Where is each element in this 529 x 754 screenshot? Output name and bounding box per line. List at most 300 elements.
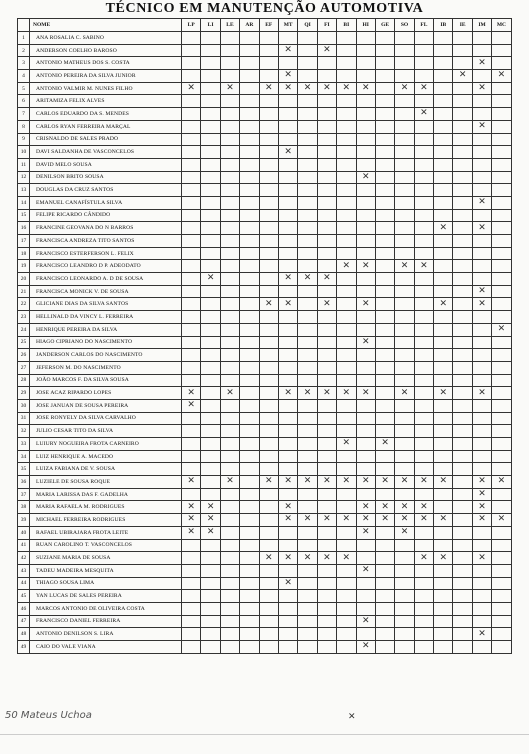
empty-cell	[395, 120, 414, 133]
absence-mark: ✕	[220, 476, 239, 489]
empty-cell	[414, 209, 433, 222]
empty-cell	[259, 108, 278, 121]
empty-cell	[337, 501, 356, 514]
table-row	[18, 615, 512, 628]
empty-cell	[453, 336, 472, 349]
empty-cell	[375, 539, 394, 552]
empty-cell	[375, 323, 394, 336]
absence-mark: ✕	[298, 514, 317, 527]
empty-cell	[356, 184, 375, 197]
empty-cell	[240, 412, 259, 425]
row-number: 4	[18, 70, 30, 83]
empty-cell	[220, 57, 239, 70]
empty-cell	[201, 57, 220, 70]
empty-cell	[298, 590, 317, 603]
empty-cell	[220, 32, 239, 45]
table-row	[18, 108, 512, 121]
name-header: NOME	[30, 19, 182, 32]
empty-cell	[259, 95, 278, 108]
empty-cell	[414, 564, 433, 577]
empty-cell	[182, 235, 201, 248]
empty-cell	[298, 146, 317, 159]
empty-cell	[278, 463, 297, 476]
empty-cell	[240, 374, 259, 387]
empty-cell	[240, 82, 259, 95]
empty-cell	[356, 95, 375, 108]
empty-cell	[453, 285, 472, 298]
empty-cell	[337, 196, 356, 209]
empty-cell	[182, 412, 201, 425]
empty-cell	[356, 247, 375, 260]
empty-cell	[317, 323, 336, 336]
empty-cell	[337, 602, 356, 615]
empty-cell	[414, 32, 433, 45]
empty-cell	[434, 108, 453, 121]
empty-cell	[492, 412, 511, 425]
empty-cell	[278, 222, 297, 235]
student-name: ANTONIO DENILSON S. LIRA	[30, 628, 182, 641]
empty-cell	[472, 133, 491, 146]
empty-cell	[259, 260, 278, 273]
empty-cell	[356, 361, 375, 374]
empty-cell	[414, 463, 433, 476]
empty-cell	[240, 361, 259, 374]
empty-cell	[220, 95, 239, 108]
empty-cell	[240, 336, 259, 349]
empty-cell	[240, 323, 259, 336]
empty-cell	[298, 247, 317, 260]
empty-cell	[453, 184, 472, 197]
empty-cell	[182, 361, 201, 374]
empty-cell	[298, 298, 317, 311]
empty-cell	[356, 412, 375, 425]
empty-cell	[298, 222, 317, 235]
empty-cell	[375, 133, 394, 146]
student-name: CAIO DO VALE VIANA	[30, 641, 182, 654]
empty-cell	[278, 590, 297, 603]
empty-cell	[337, 171, 356, 184]
empty-cell	[375, 399, 394, 412]
absence-mark: ✕	[278, 82, 297, 95]
empty-cell	[356, 438, 375, 451]
empty-cell	[220, 374, 239, 387]
empty-cell	[298, 539, 317, 552]
empty-cell	[240, 463, 259, 476]
table-row	[18, 247, 512, 260]
absence-mark: ✕	[337, 438, 356, 451]
empty-cell	[259, 222, 278, 235]
row-number: 32	[18, 425, 30, 438]
table-row	[18, 146, 512, 159]
table-row	[18, 196, 512, 209]
empty-cell	[472, 615, 491, 628]
table-row	[18, 526, 512, 539]
absence-mark: ✕	[182, 387, 201, 400]
empty-cell	[298, 285, 317, 298]
absence-mark: ✕	[434, 298, 453, 311]
absence-mark: ✕	[414, 501, 433, 514]
absence-mark: ✕	[259, 552, 278, 565]
empty-cell	[453, 323, 472, 336]
empty-cell	[414, 539, 433, 552]
empty-cell	[395, 450, 414, 463]
row-number: 2	[18, 44, 30, 57]
absence-mark: ✕	[278, 70, 297, 83]
empty-cell	[453, 450, 472, 463]
absence-mark: ✕	[395, 82, 414, 95]
table-row	[18, 488, 512, 501]
empty-cell	[375, 311, 394, 324]
empty-cell	[240, 349, 259, 362]
student-name: ANDERSON COELHO BAROSO	[30, 44, 182, 57]
empty-cell	[220, 209, 239, 222]
table-row	[18, 311, 512, 324]
student-name: JULIO CESAR TITO DA SILVA	[30, 425, 182, 438]
absence-mark: ✕	[472, 387, 491, 400]
student-name: GLICIANE DIAS DA SILVA SANTOS	[30, 298, 182, 311]
empty-cell	[492, 526, 511, 539]
student-name: CARLOS EDUARDO DA S. MENDES	[30, 108, 182, 121]
empty-cell	[182, 158, 201, 171]
empty-cell	[182, 196, 201, 209]
empty-cell	[492, 488, 511, 501]
absence-mark: ✕	[220, 387, 239, 400]
student-name: FELIPE RICARDO CÂNDIDO	[30, 209, 182, 222]
empty-cell	[259, 514, 278, 527]
row-number: 24	[18, 323, 30, 336]
empty-cell	[395, 412, 414, 425]
absence-mark: ✕	[201, 501, 220, 514]
empty-cell	[220, 590, 239, 603]
empty-cell	[278, 285, 297, 298]
row-number: 35	[18, 463, 30, 476]
absence-mark: ✕	[434, 476, 453, 489]
table-row	[18, 70, 512, 83]
empty-cell	[337, 235, 356, 248]
empty-cell	[337, 209, 356, 222]
empty-cell	[472, 311, 491, 324]
empty-cell	[453, 361, 472, 374]
empty-cell	[317, 539, 336, 552]
empty-cell	[337, 577, 356, 590]
empty-cell	[395, 577, 414, 590]
empty-cell	[220, 488, 239, 501]
empty-cell	[201, 438, 220, 451]
absence-mark: ✕	[278, 273, 297, 286]
empty-cell	[492, 209, 511, 222]
empty-cell	[182, 641, 201, 654]
absence-mark: ✕	[434, 514, 453, 527]
empty-cell	[453, 615, 472, 628]
empty-cell	[259, 196, 278, 209]
empty-cell	[240, 399, 259, 412]
empty-cell	[220, 323, 239, 336]
empty-cell	[240, 209, 259, 222]
table-row	[18, 323, 512, 336]
empty-cell	[201, 552, 220, 565]
empty-cell	[472, 108, 491, 121]
empty-cell	[453, 463, 472, 476]
student-name: MARCOS ANTONIO DE OLIVEIRA COSTA	[30, 602, 182, 615]
empty-cell	[472, 273, 491, 286]
empty-cell	[356, 628, 375, 641]
empty-cell	[492, 146, 511, 159]
empty-cell	[278, 425, 297, 438]
empty-cell	[453, 44, 472, 57]
empty-cell	[395, 44, 414, 57]
empty-cell	[472, 450, 491, 463]
absence-mark: ✕	[278, 552, 297, 565]
empty-cell	[375, 184, 394, 197]
empty-cell	[453, 438, 472, 451]
empty-cell	[278, 602, 297, 615]
empty-cell	[298, 235, 317, 248]
empty-cell	[201, 32, 220, 45]
empty-cell	[220, 285, 239, 298]
empty-cell	[492, 95, 511, 108]
empty-cell	[356, 323, 375, 336]
absence-mark: ✕	[356, 641, 375, 654]
empty-cell	[453, 349, 472, 362]
absence-mark: ✕	[395, 476, 414, 489]
empty-cell	[317, 336, 336, 349]
row-number: 10	[18, 146, 30, 159]
empty-cell	[472, 171, 491, 184]
empty-cell	[240, 539, 259, 552]
empty-cell	[182, 273, 201, 286]
empty-cell	[453, 628, 472, 641]
empty-cell	[240, 247, 259, 260]
empty-cell	[414, 57, 433, 70]
empty-cell	[337, 323, 356, 336]
empty-cell	[259, 590, 278, 603]
empty-cell	[356, 399, 375, 412]
empty-cell	[453, 171, 472, 184]
empty-cell	[414, 590, 433, 603]
empty-cell	[414, 387, 433, 400]
empty-cell	[220, 171, 239, 184]
empty-cell	[259, 387, 278, 400]
empty-cell	[453, 425, 472, 438]
empty-cell	[317, 361, 336, 374]
absence-mark: ✕	[395, 526, 414, 539]
empty-cell	[337, 311, 356, 324]
empty-cell	[259, 209, 278, 222]
empty-cell	[220, 412, 239, 425]
empty-cell	[182, 120, 201, 133]
empty-cell	[453, 95, 472, 108]
row-number: 28	[18, 374, 30, 387]
row-number: 46	[18, 602, 30, 615]
student-name: SUZIANE MARIA DE SOUSA	[30, 552, 182, 565]
absence-mark: ✕	[395, 501, 414, 514]
empty-cell	[414, 247, 433, 260]
absence-mark: ✕	[337, 260, 356, 273]
absence-mark: ✕	[472, 501, 491, 514]
empty-cell	[375, 641, 394, 654]
table-row	[18, 438, 512, 451]
empty-cell	[201, 222, 220, 235]
empty-cell	[434, 450, 453, 463]
empty-cell	[414, 184, 433, 197]
absence-mark: ✕	[278, 577, 297, 590]
empty-cell	[298, 526, 317, 539]
empty-cell	[492, 260, 511, 273]
absence-mark: ✕	[453, 70, 472, 83]
table-row	[18, 171, 512, 184]
empty-cell	[201, 120, 220, 133]
empty-cell	[317, 615, 336, 628]
empty-cell	[278, 374, 297, 387]
student-name: CRISNALDO DE SALES PRADO	[30, 133, 182, 146]
empty-cell	[434, 260, 453, 273]
empty-cell	[317, 349, 336, 362]
empty-cell	[201, 615, 220, 628]
empty-cell	[240, 311, 259, 324]
empty-cell	[317, 108, 336, 121]
empty-cell	[337, 399, 356, 412]
empty-cell	[182, 374, 201, 387]
empty-cell	[434, 526, 453, 539]
row-number: 19	[18, 260, 30, 273]
absence-mark: ✕	[337, 514, 356, 527]
empty-cell	[414, 171, 433, 184]
row-number: 15	[18, 209, 30, 222]
empty-cell	[317, 526, 336, 539]
empty-cell	[356, 450, 375, 463]
student-name: JOSE RONYELY DA SILVA CARVALHO	[30, 412, 182, 425]
empty-cell	[395, 209, 414, 222]
absence-mark: ✕	[278, 387, 297, 400]
absence-mark: ✕	[317, 82, 336, 95]
empty-cell	[259, 374, 278, 387]
empty-cell	[240, 196, 259, 209]
empty-cell	[298, 488, 317, 501]
empty-cell	[298, 57, 317, 70]
empty-cell	[453, 387, 472, 400]
absence-mark: ✕	[356, 615, 375, 628]
student-name: CARLOS RYAN FERREIRA MARÇAL	[30, 120, 182, 133]
empty-cell	[472, 602, 491, 615]
empty-cell	[472, 564, 491, 577]
empty-cell	[356, 552, 375, 565]
empty-cell	[220, 564, 239, 577]
empty-cell	[240, 44, 259, 57]
empty-cell	[492, 196, 511, 209]
empty-cell	[356, 374, 375, 387]
empty-cell	[453, 501, 472, 514]
absence-mark: ✕	[317, 476, 336, 489]
empty-cell	[337, 590, 356, 603]
empty-cell	[182, 146, 201, 159]
empty-cell	[434, 463, 453, 476]
empty-cell	[414, 361, 433, 374]
empty-cell	[259, 615, 278, 628]
empty-cell	[259, 336, 278, 349]
empty-cell	[375, 146, 394, 159]
student-name: LUZIELE DE SOUSA ROQUE	[30, 476, 182, 489]
absence-mark: ✕	[220, 82, 239, 95]
empty-cell	[434, 412, 453, 425]
empty-cell	[278, 108, 297, 121]
student-name: FRANCISCO DANIEL FERREIRA	[30, 615, 182, 628]
empty-cell	[278, 171, 297, 184]
empty-cell	[240, 184, 259, 197]
table-row	[18, 501, 512, 514]
empty-cell	[337, 247, 356, 260]
absence-mark: ✕	[317, 514, 336, 527]
empty-cell	[434, 247, 453, 260]
empty-cell	[453, 146, 472, 159]
empty-cell	[395, 108, 414, 121]
empty-cell	[220, 273, 239, 286]
page-edge	[0, 734, 529, 735]
empty-cell	[434, 184, 453, 197]
empty-cell	[201, 641, 220, 654]
empty-cell	[395, 488, 414, 501]
empty-cell	[298, 450, 317, 463]
empty-cell	[434, 336, 453, 349]
empty-cell	[220, 463, 239, 476]
empty-cell	[375, 260, 394, 273]
empty-cell	[395, 552, 414, 565]
empty-cell	[434, 438, 453, 451]
empty-cell	[472, 146, 491, 159]
student-name: JOSE JANUAN DE SOUSA PEREIRA	[30, 399, 182, 412]
absence-mark: ✕	[356, 260, 375, 273]
absence-mark: ✕	[472, 488, 491, 501]
row-number: 43	[18, 564, 30, 577]
table-row	[18, 374, 512, 387]
empty-cell	[278, 399, 297, 412]
empty-cell	[472, 641, 491, 654]
empty-cell	[278, 133, 297, 146]
empty-cell	[395, 590, 414, 603]
row-number: 48	[18, 628, 30, 641]
table-row	[18, 602, 512, 615]
empty-cell	[375, 488, 394, 501]
handwritten-extra-name: 50 Mateus Uchoa	[5, 710, 92, 721]
row-number: 5	[18, 82, 30, 95]
empty-cell	[395, 628, 414, 641]
empty-cell	[337, 564, 356, 577]
row-number: 14	[18, 196, 30, 209]
empty-cell	[356, 32, 375, 45]
empty-cell	[298, 70, 317, 83]
empty-cell	[240, 171, 259, 184]
empty-cell	[317, 196, 336, 209]
empty-cell	[375, 196, 394, 209]
row-number: 1	[18, 32, 30, 45]
empty-cell	[240, 222, 259, 235]
empty-cell	[298, 133, 317, 146]
empty-cell	[240, 577, 259, 590]
empty-cell	[278, 450, 297, 463]
empty-cell	[201, 311, 220, 324]
empty-cell	[356, 235, 375, 248]
empty-cell	[453, 235, 472, 248]
empty-cell	[472, 184, 491, 197]
empty-cell	[259, 44, 278, 57]
absence-mark: ✕	[472, 514, 491, 527]
table-row	[18, 349, 512, 362]
empty-cell	[317, 285, 336, 298]
empty-cell	[375, 82, 394, 95]
empty-cell	[220, 133, 239, 146]
empty-cell	[298, 501, 317, 514]
empty-cell	[414, 196, 433, 209]
row-number: 49	[18, 641, 30, 654]
